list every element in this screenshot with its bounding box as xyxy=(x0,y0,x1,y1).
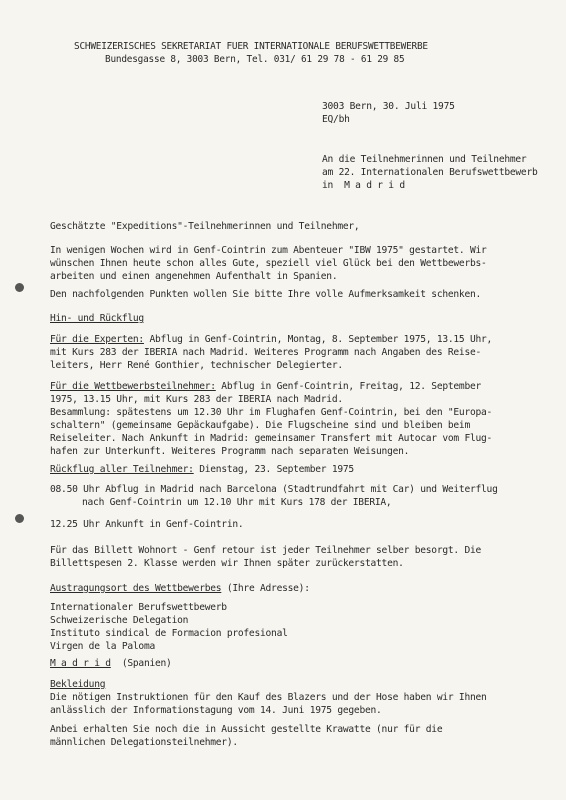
experts-line: mit Kurs 283 der IBERIA nach Madrid. Weiteres Programm nach Angaben des Reise- xyxy=(50,347,482,358)
intro-line: In wenigen Wochen wird in Genf-Cointrin zum Abenteuer "IBW 1975" gestartet. Wir xyxy=(50,245,487,256)
venue-country: (Spanien) xyxy=(110,658,172,669)
participants-text: Abflug in Genf-Cointrin, Freitag, 12. September xyxy=(215,381,482,392)
intro-line: wünschen Ihnen heute schon alles Gute, speziell viel Glück bei den Wettbewerbs- xyxy=(50,258,487,269)
participants-label: Für die Wettbewerbsteilnehmer: xyxy=(50,381,216,392)
experts-text: Abflug in Genf-Cointrin, Montag, 8. September 1975, 13.15 Uhr, xyxy=(143,334,493,345)
ticket-line: Billettspesen 2. Klasse werden wir Ihnen später zurückerstatten. xyxy=(50,558,404,569)
return-flight-label: Rückflug aller Teilnehmer: xyxy=(50,464,194,475)
venue-city-line xyxy=(50,658,172,670)
participants-line xyxy=(50,381,481,393)
punch-hole xyxy=(15,283,24,292)
date-line: 3003 Bern, 30. Juli 1975 xyxy=(322,101,455,112)
section-heading-clothing: Bekleidung xyxy=(50,679,106,690)
intro-line: arbeiten und einen angenehmen Aufenthalt in Spanien. xyxy=(50,271,338,282)
recipient-line: An die Teilnehmerinnen und Teilnehmer xyxy=(322,154,527,165)
clothing-line: anlässlich der Informationstagung vom 14. Juni 1975 gegeben. xyxy=(50,705,382,716)
clothing-line: männlichen Delegationsteilnehmer). xyxy=(50,737,238,748)
experts-line: leiters, Herr René Gonthier, technischer Delegierter. xyxy=(50,360,343,371)
section-heading-travel: Hin- und Rückflug xyxy=(50,313,144,324)
salutation: Geschätzte "Expeditions"-Teilnehmerinnen und Teilnehmer, xyxy=(50,221,360,232)
return-flight-line xyxy=(50,464,354,476)
recipient-line: in M a d r i d xyxy=(322,180,405,191)
participants-line: hafen zur Unterkunft. Weiteres Programm nach separaten Weisungen. xyxy=(50,446,410,457)
venue-city: M a d r i d xyxy=(50,658,111,669)
experts-line xyxy=(50,334,492,346)
clothing-line: Anbei erhalten Sie noch die in Aussicht gestellte Krawatte (nur für die xyxy=(50,724,443,735)
punch-hole xyxy=(15,514,24,523)
return-flight-date: Dienstag, 23. September 1975 xyxy=(193,464,354,475)
venue-label: Austragungsort des Wettbewerbes xyxy=(50,583,222,594)
reference: EQ/bh xyxy=(322,114,350,125)
participants-line: Besammlung: spätestens um 12.30 Uhr im Flughafen Genf-Cointrin, bei den "Europa- xyxy=(50,407,493,418)
venue-address-line: Instituto sindical de Formacion profesional xyxy=(50,628,288,639)
venue-address-line: Virgen de la Paloma xyxy=(50,641,155,652)
return-flight-line: 12.25 Uhr Ankunft in Genf-Cointrin. xyxy=(50,519,244,530)
experts-label: Für die Experten: xyxy=(50,334,144,345)
venue-address-line: Internationaler Berufswettbewerb xyxy=(50,602,227,613)
return-flight-line: 08.50 Uhr Abflug in Madrid nach Barcelona (Stadtrundfahrt mit Car) und Weiterflug xyxy=(50,484,498,495)
venue-address-line: Schweizerische Delegation xyxy=(50,615,189,626)
participants-line: schaltern" (gemeinsame Gepäckaufgabe). Die Flugscheine sind und bleiben beim xyxy=(50,420,470,431)
recipient-line: am 22. Internationalen Berufswettbewerb xyxy=(322,167,538,178)
participants-line: Reiseleiter. Nach Ankunft in Madrid: gemeinsamer Transfert mit Autocar vom Flug- xyxy=(50,433,493,444)
participants-line: 1975, 13.15 Uhr, mit Kurs 283 der IBERIA nach Madrid. xyxy=(50,394,343,405)
venue-heading xyxy=(50,583,310,595)
letterhead-address: Bundesgasse 8, 3003 Bern, Tel. 031/ 61 29 78 - 61 29 85 xyxy=(105,54,405,65)
ticket-line: Für das Billett Wohnort - Genf retour ist jeder Teilnehmer selber besorgt. Die xyxy=(50,545,482,556)
attention-line: Den nachfolgenden Punkten wollen Sie bitte Ihre volle Aufmerksamkeit schenken. xyxy=(50,289,482,300)
clothing-line: Die nötigen Instruktionen für den Kauf des Blazers und der Hose haben wir Ihnen xyxy=(50,692,487,703)
letterhead-org: SCHWEIZERISCHES SEKRETARIAT FUER INTERNATIONALE BERUFSWETTBEWERBE xyxy=(74,41,428,52)
venue-suffix: (Ihre Adresse): xyxy=(221,583,310,594)
return-flight-line: nach Genf-Cointrin um 12.10 Uhr mit Kurs 178 der IBERIA, xyxy=(82,497,392,508)
